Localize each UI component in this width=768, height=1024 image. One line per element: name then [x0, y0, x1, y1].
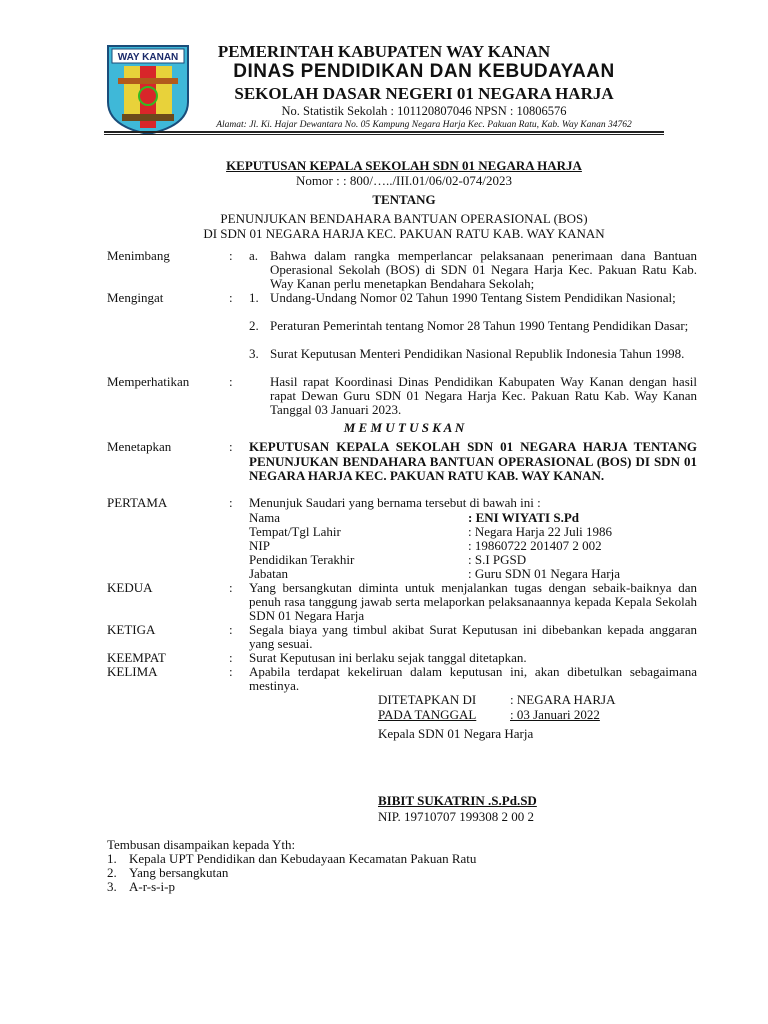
memutuskan-heading: M E M U T U S K A N — [343, 420, 465, 435]
kelima-label: KELIMA — [107, 664, 158, 679]
tembusan-item: A-r-s-i-p — [129, 879, 175, 894]
place-value: : NEGARA HARJA — [510, 692, 616, 707]
keempat-text: Surat Keputusan ini berlaku sejak tanggal ditetapkan. — [249, 650, 527, 665]
item-marker: 2. — [107, 865, 117, 880]
signer-nip: NIP. 19710707 199308 2 00 2 — [378, 809, 535, 824]
signer-position: Kepala SDN 01 Negara Harja — [378, 726, 534, 741]
item-marker: 1. — [249, 290, 259, 305]
memperhatikan-label: Memperhatikan — [107, 374, 190, 389]
date-value: : 03 Januari 2022 — [510, 707, 600, 722]
field-label: Tempat/Tgl Lahir — [249, 524, 341, 539]
colon: : — [229, 664, 233, 679]
field-value: : Negara Harja 22 Juli 1986 — [468, 524, 613, 539]
colon: : — [229, 622, 233, 637]
menimbang-text: Bahwa dalam rangka memperlancar pelaksanaan penerimaan dana Bantuan Operasional Sekolah (BOS) di SDN 01 Negara Harja Kec. Pakuan Ratu Kab. Way Kanan perlu menetapkan Bendahara Sekolah; — [270, 248, 697, 291]
item-marker: 1. — [107, 851, 117, 866]
tembusan-item: Kepala UPT Pendidikan dan Kebudayaan Kecamatan Pakuan Ratu — [129, 851, 477, 866]
memperhatikan-text: Hasil rapat Koordinasi Dinas Pendidikan Kabupaten Way Kanan dengan hasil rapat Dewan Guru SDN 01 Negara Harja Kec. Pakuan Ratu Kab. Way Kanan Tanggal 03 Januari 2023. — [270, 374, 697, 417]
kelima-text: Apabila terdapat kekeliruan dalam keputusan ini, akan dibetulkan sebagaimana mestinya. — [249, 664, 697, 693]
subject-line-2: DI SDN 01 NEGARA HARJA KEC. PAKUAN RATU KAB. WAY KANAN — [203, 226, 605, 241]
colon: : — [229, 439, 233, 454]
menetapkan-text: KEPUTUSAN KEPALA SEKOLAH SDN 01 NEGARA HARJA TENTANG PENUNJUKAN BENDAHARA BANTUAN OPERASIONAL (BOS) DI SDN 01 NEGARA HARJA KEC. PAKUAN RATU KAB. WAY KANAN. — [249, 439, 697, 483]
signer-name: BIBIT SUKATRIN .S.Pd.SD — [378, 793, 537, 808]
decree-number: Nomor : : 800/…../III.01/06/02-074/2023 — [296, 173, 512, 188]
colon: : — [229, 650, 233, 665]
field-label: NIP — [249, 538, 270, 553]
header-divider — [104, 131, 664, 133]
item-marker: a. — [249, 248, 259, 263]
item-marker: 3. — [107, 879, 117, 894]
header-statistics: No. Statistik Sekolah : 101120807046 NPSN : 10806576 — [281, 104, 567, 118]
mengingat-label: Mengingat — [107, 290, 164, 305]
header-address: Alamat: Jl. Ki. Hajar Dewantara No. 05 Kampung Negara Harja Kec. Pakuan Ratu, Kab. Way Kanan 34762 — [216, 120, 632, 130]
tembusan-item: Yang bersangkutan — [129, 865, 229, 880]
colon: : — [229, 374, 233, 389]
subject-line-1: PENUNJUKAN BENDAHARA BANTUAN OPERASIONAL (BOS) — [220, 211, 588, 226]
date-label: PADA TANGGAL — [378, 707, 477, 722]
keempat-label: KEEMPAT — [107, 650, 166, 665]
header-agency: DINAS PENDIDIKAN DAN KEBUDAYAAN — [233, 61, 615, 82]
field-value: : S.I PGSD — [468, 552, 527, 567]
mengingat-item: Surat Keputusan Menteri Pendidikan Nasional Republik Indonesia Tahun 1998. — [270, 346, 685, 361]
pertama-intro: Menunjuk Saudari yang bernama tersebut di bawah ini : — [249, 495, 541, 510]
field-value: : Guru SDN 01 Negara Harja — [468, 566, 620, 581]
item-marker: 2. — [249, 318, 259, 333]
colon: : — [229, 580, 233, 595]
field-label: Nama — [249, 510, 281, 525]
tentang-heading: TENTANG — [372, 192, 436, 207]
place-label: DITETAPKAN DI — [378, 692, 477, 707]
header-divider-thin — [104, 134, 664, 135]
header-government: PEMERINTAH KABUPATEN WAY KANAN — [217, 42, 551, 61]
kedua-label: KEDUA — [107, 580, 153, 595]
mengingat-item: Peraturan Pemerintah tentang Nomor 28 Tahun 1990 Tentang Pendidikan Dasar; — [270, 318, 689, 333]
field-value-name: : ENI WIYATI S.Pd — [468, 510, 580, 525]
header-school: SEKOLAH DASAR NEGERI 01 NEGARA HARJA — [234, 84, 614, 103]
field-label: Jabatan — [249, 566, 288, 581]
field-value: : 19860722 201407 2 002 — [468, 538, 602, 553]
item-marker: 3. — [249, 346, 259, 361]
decree-heading: KEPUTUSAN KEPALA SEKOLAH SDN 01 NEGARA HARJA — [226, 158, 582, 173]
ketiga-label: KETIGA — [107, 622, 156, 637]
field-label: Pendidikan Terakhir — [249, 552, 355, 567]
colon: : — [229, 495, 233, 510]
tembusan-intro: Tembusan disampaikan kepada Yth: — [107, 837, 296, 852]
colon: : — [229, 248, 233, 263]
kedua-text: Yang bersangkutan diminta untuk menjalankan tugas dengan sebaik-baiknya dan penuh rasa tanggung jawab serta melaporkan pelaksanaannya kepada Kepala Sekolah SDN 01 Negara Harja — [249, 580, 697, 623]
mengingat-item: Undang-Undang Nomor 02 Tahun 1990 Tentang Sistem Pendidikan Nasional; — [270, 290, 676, 305]
ketiga-text: Segala biaya yang timbul akibat Surat Keputusan ini dibebankan kepada anggaran yang sesuai. — [249, 622, 697, 651]
menetapkan-label: Menetapkan — [107, 439, 172, 454]
colon: : — [229, 290, 233, 305]
menimbang-label: Menimbang — [107, 248, 170, 263]
pertama-label: PERTAMA — [107, 495, 168, 510]
svg-text:WAY KANAN: WAY KANAN — [117, 52, 179, 63]
